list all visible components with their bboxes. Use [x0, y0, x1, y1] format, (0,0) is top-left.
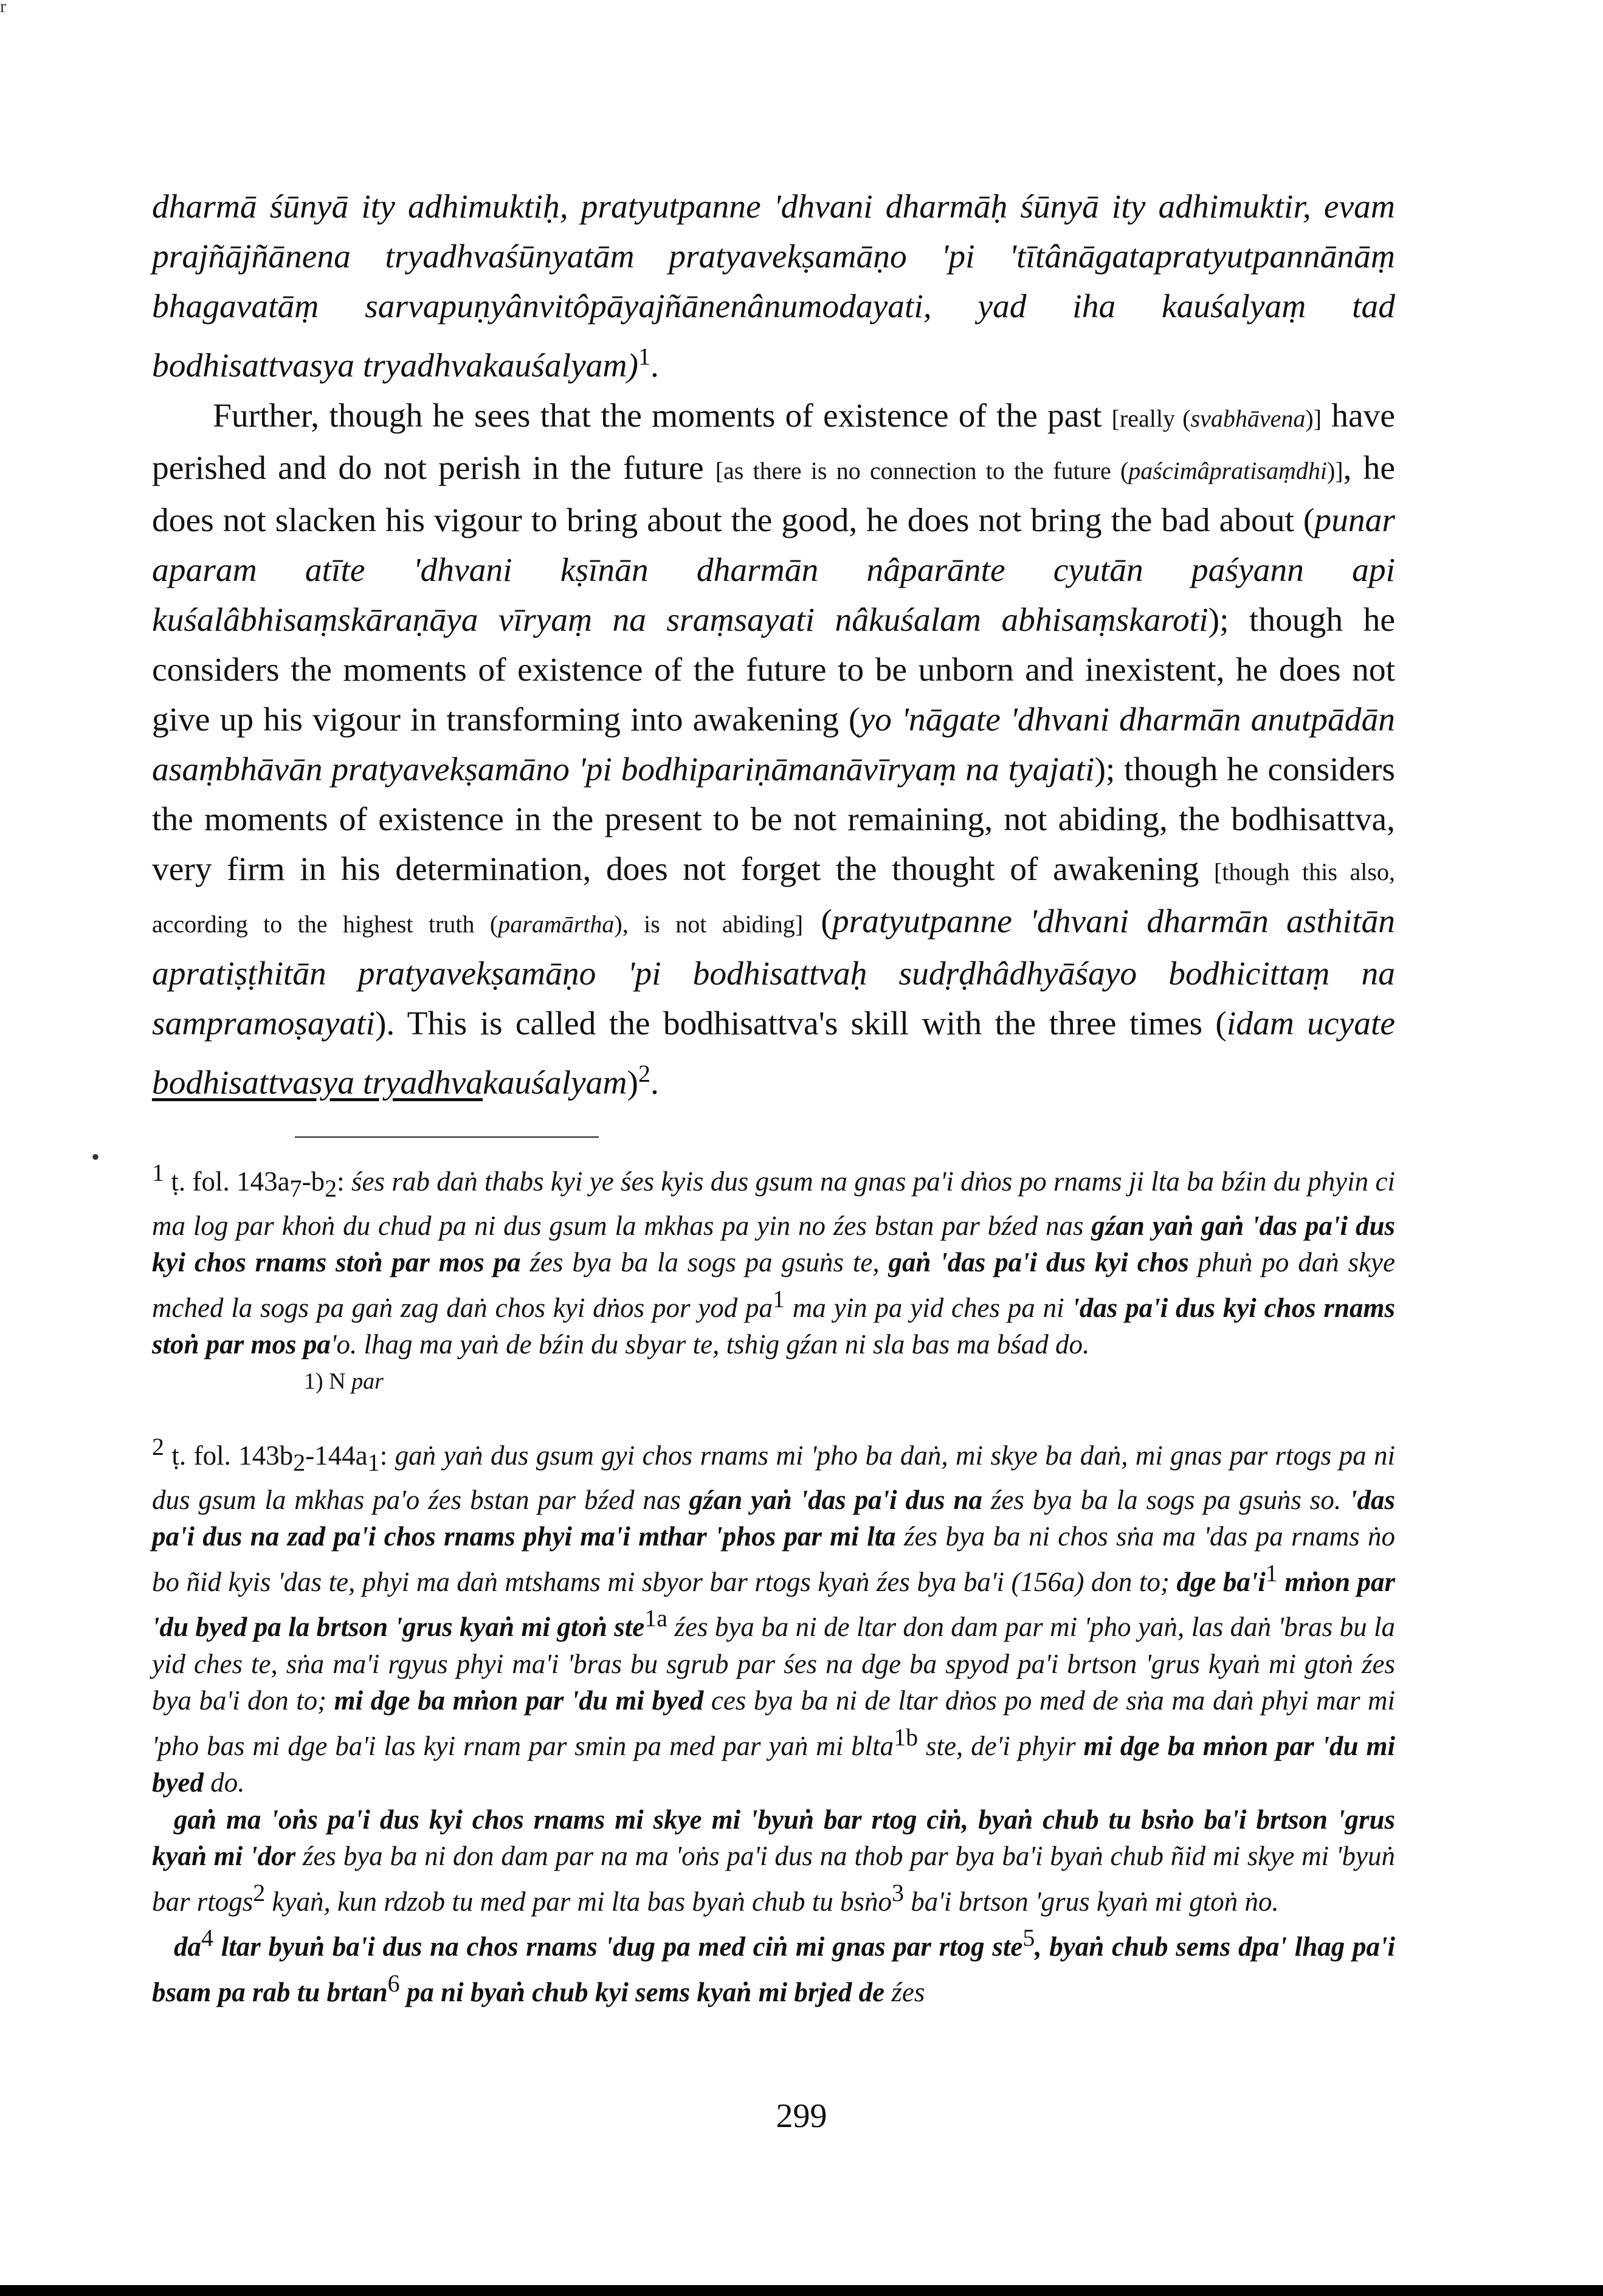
p2-text-3: , he does not slacken his vigour to bring about the good, he does not bring the bad about (	[152, 449, 1395, 539]
p2-text-1: Further, though he sees that the moments of existence of the past	[213, 397, 1112, 435]
scan-edge	[0, 2285, 1603, 2296]
bracket-note-3: [though this also, according to the highest truth (paramārtha), is not abiding]	[152, 858, 1395, 938]
bracket-note-1: [really (svabhāvena)]	[1111, 404, 1322, 432]
margin-dot: •	[91, 1143, 100, 1170]
footnote-separator	[295, 1136, 599, 1138]
p1-end: .	[650, 347, 659, 385]
footnote-2-cont-2: $da^4$ ltar byuṅ ba'i dus na chos rnams 'dug pa med ciṅ mi gnas par rtog ste$^5$, byaṅ chub sems dpa' lhag pa'i bsam pa rab tu brtan$^6$ pa ni byaṅ chub kyi sems kyaṅ mi brjed de źes	[152, 1924, 1395, 2007]
page-number: 299	[776, 2097, 827, 2135]
p2-text-4: ); though he considers the moments of existence of the future to be unborn and inexistent, he does not give up his vigour in transforming into awakening (	[152, 601, 1395, 738]
variant-reading: 1) N par	[304, 1368, 384, 1394]
p2-text-6: (	[803, 902, 832, 940]
p2-text-8: )	[627, 1064, 638, 1101]
footnote-ref-2: 2	[638, 1059, 650, 1087]
footnote-ref-1: 1	[638, 343, 650, 370]
sanskrit-2: yo 'nāgate 'dhvani dharmān anutpādān asaṃbhāvān pratyavekṣamāno 'pi bodhipariṇāmanāvīryaṃ na tyajati	[152, 701, 1395, 788]
p1-text: dharmā śūnyā ity adhimuktiḥ, pratyutpanne 'dhvani dharmāḥ śūnyā ity adhimuktir, evam prajñājñānena tryadhvaśūnyatām pratyavekṣamāṇo 'pi 'tītânāgatapratyutpannānāṃ bhagavatāṃ sarvapuṇyânvitôpāyajñānenânumodayati, yad iha kauśalyaṃ tad bodhisattvasya tryadhvakauśalyam)	[152, 188, 1395, 385]
sanskrit-3: pratyutpanne 'dhvani dharmān asthitān apratiṣṭhitān pratyavekṣamāṇo 'pi bodhisattvaḥ sudṛḍhâdhyāśayo bodhicittaṃ na sampramoṣayati	[152, 902, 1396, 1042]
p2-end: .	[650, 1064, 659, 1101]
footnotes	[152, 1155, 1395, 2010]
sanskrit-1: punar aparam atīte 'dhvani kṣīnān dharmān nâparānte cyutān paśyann api kuśalâbhisaṃskāraṇāya vīryaṃ na sraṃsayati nâkuśalam abhisaṃskaroti	[152, 501, 1395, 639]
sanskrit-4: idam ucyate bodhisattvasya tryadhvakauśalyam	[152, 1005, 1396, 1101]
main-text	[152, 182, 1395, 1108]
footnote-1: $^1$ ṭ. fol. $143a_7-b_2$: śes rab daṅ thabs kyi ye śes kyis dus gsum na gnas pa'i dṅos po rnams ji lta ba bźin du phyin ci ma log par khoṅ du chud pa ni dus gsum la mkhas pa yin no źes bstan par bźed nas gźan yaṅ gaṅ 'das pa'i dus kyi chos rnams stoṅ par mos pa źes bya ba la sogs pa gsuṅs te, gaṅ 'das pa'i dus kyi chos phuṅ po daṅ skye mched la sogs pa gaṅ zag daṅ chos kyi dṅos por yod $pa^1$ ma yin pa yid ches pa ni 'das pa'i dus kyi chos rnams stoṅ par mos pa'o. lhag ma yaṅ de bźin du sbyar te, tshig gźan ni sla bas ma bśad do.	[152, 1159, 1396, 1359]
corner-mark: r	[0, 0, 6, 16]
footnote-2: $^2$ ṭ. fol. $143b_2-144a_1$: gaṅ yaṅ dus gsum gyi chos rnams mi 'pho ba daṅ, mi skye ba daṅ, mi gnas par rtogs pa ni dus gsum la mkhas pa'o źes bstan par bźed nas gźan yaṅ 'das pa'i dus na źes bya ba la sogs pa gsuṅs so. 'das pa'i dus na zad pa'i chos rnams phyi ma'i mthar 'phos par mi lta źes bya ba ni chos sṅa ma 'das pa rnams ṅo bo ñid kyis 'das te, phyi ma daṅ mtshams mi sbyor bar rtogs kyaṅ źes bya ba'i (156a) don to; dge $ba'i^1$ mṅon par 'du byed pa la brtson 'grus kyaṅ mi gtoṅ ste$^{1a}$ źes bya ba ni de ltar don dam par mi 'pho yaṅ, las daṅ 'bras bu la yid ches te, sṅa ma'i rgyus phyi ma'i 'bras bu sgrub par śes na dge ba spyod pa'i brtson 'grus kyaṅ mi gtoṅ źes bya ba'i don to; mi dge ba mṅon par 'du mi byed ces bya ba ni de ltar dṅos po med de sṅa ma daṅ phyi mar mi 'pho bas mi dge ba'i las kyi rnam par smin pa med par yaṅ mi blta$^{1b}$ ste, de'i phyir mi dge ba mṅon par 'du mi byed do.	[152, 1433, 1395, 1798]
p2-text-7: ). This is called the bodhisattva's skill with the three times (	[374, 1005, 1227, 1042]
bracket-note-2: [as there is no connection to the future (paścimâpratisaṃdhi)]	[715, 456, 1343, 484]
paragraph-2	[152, 391, 1395, 1108]
p2-text-5: ); though he considers the moments of existence in the present to be not remaining, not abiding, the bodhisattva, very firm in his determination, does not forget the thought of awakening	[152, 751, 1395, 888]
footnote-2-cont-1: gaṅ ma 'oṅs pa'i dus kyi chos rnams mi skye mi 'byuṅ bar rtog ciṅ, byaṅ chub tu bsṅo ba'i brtson 'grus kyaṅ mi 'dor źes bya ba ni don dam par na ma 'oṅs pa'i dus na thob par bya ba'i byaṅ chub ñid mi skye mi 'byuṅ bar rtogs$^2$ kyaṅ, kun rdzob tu med par mi lta bas byaṅ chub tu bsṅo$^3$ ba'i brtson 'grus kyaṅ mi gtoṅ ṅo.	[152, 1804, 1395, 1917]
paragraph-1	[152, 182, 1395, 391]
p2-text-2: have perished and do not perish in the future	[152, 397, 1395, 487]
